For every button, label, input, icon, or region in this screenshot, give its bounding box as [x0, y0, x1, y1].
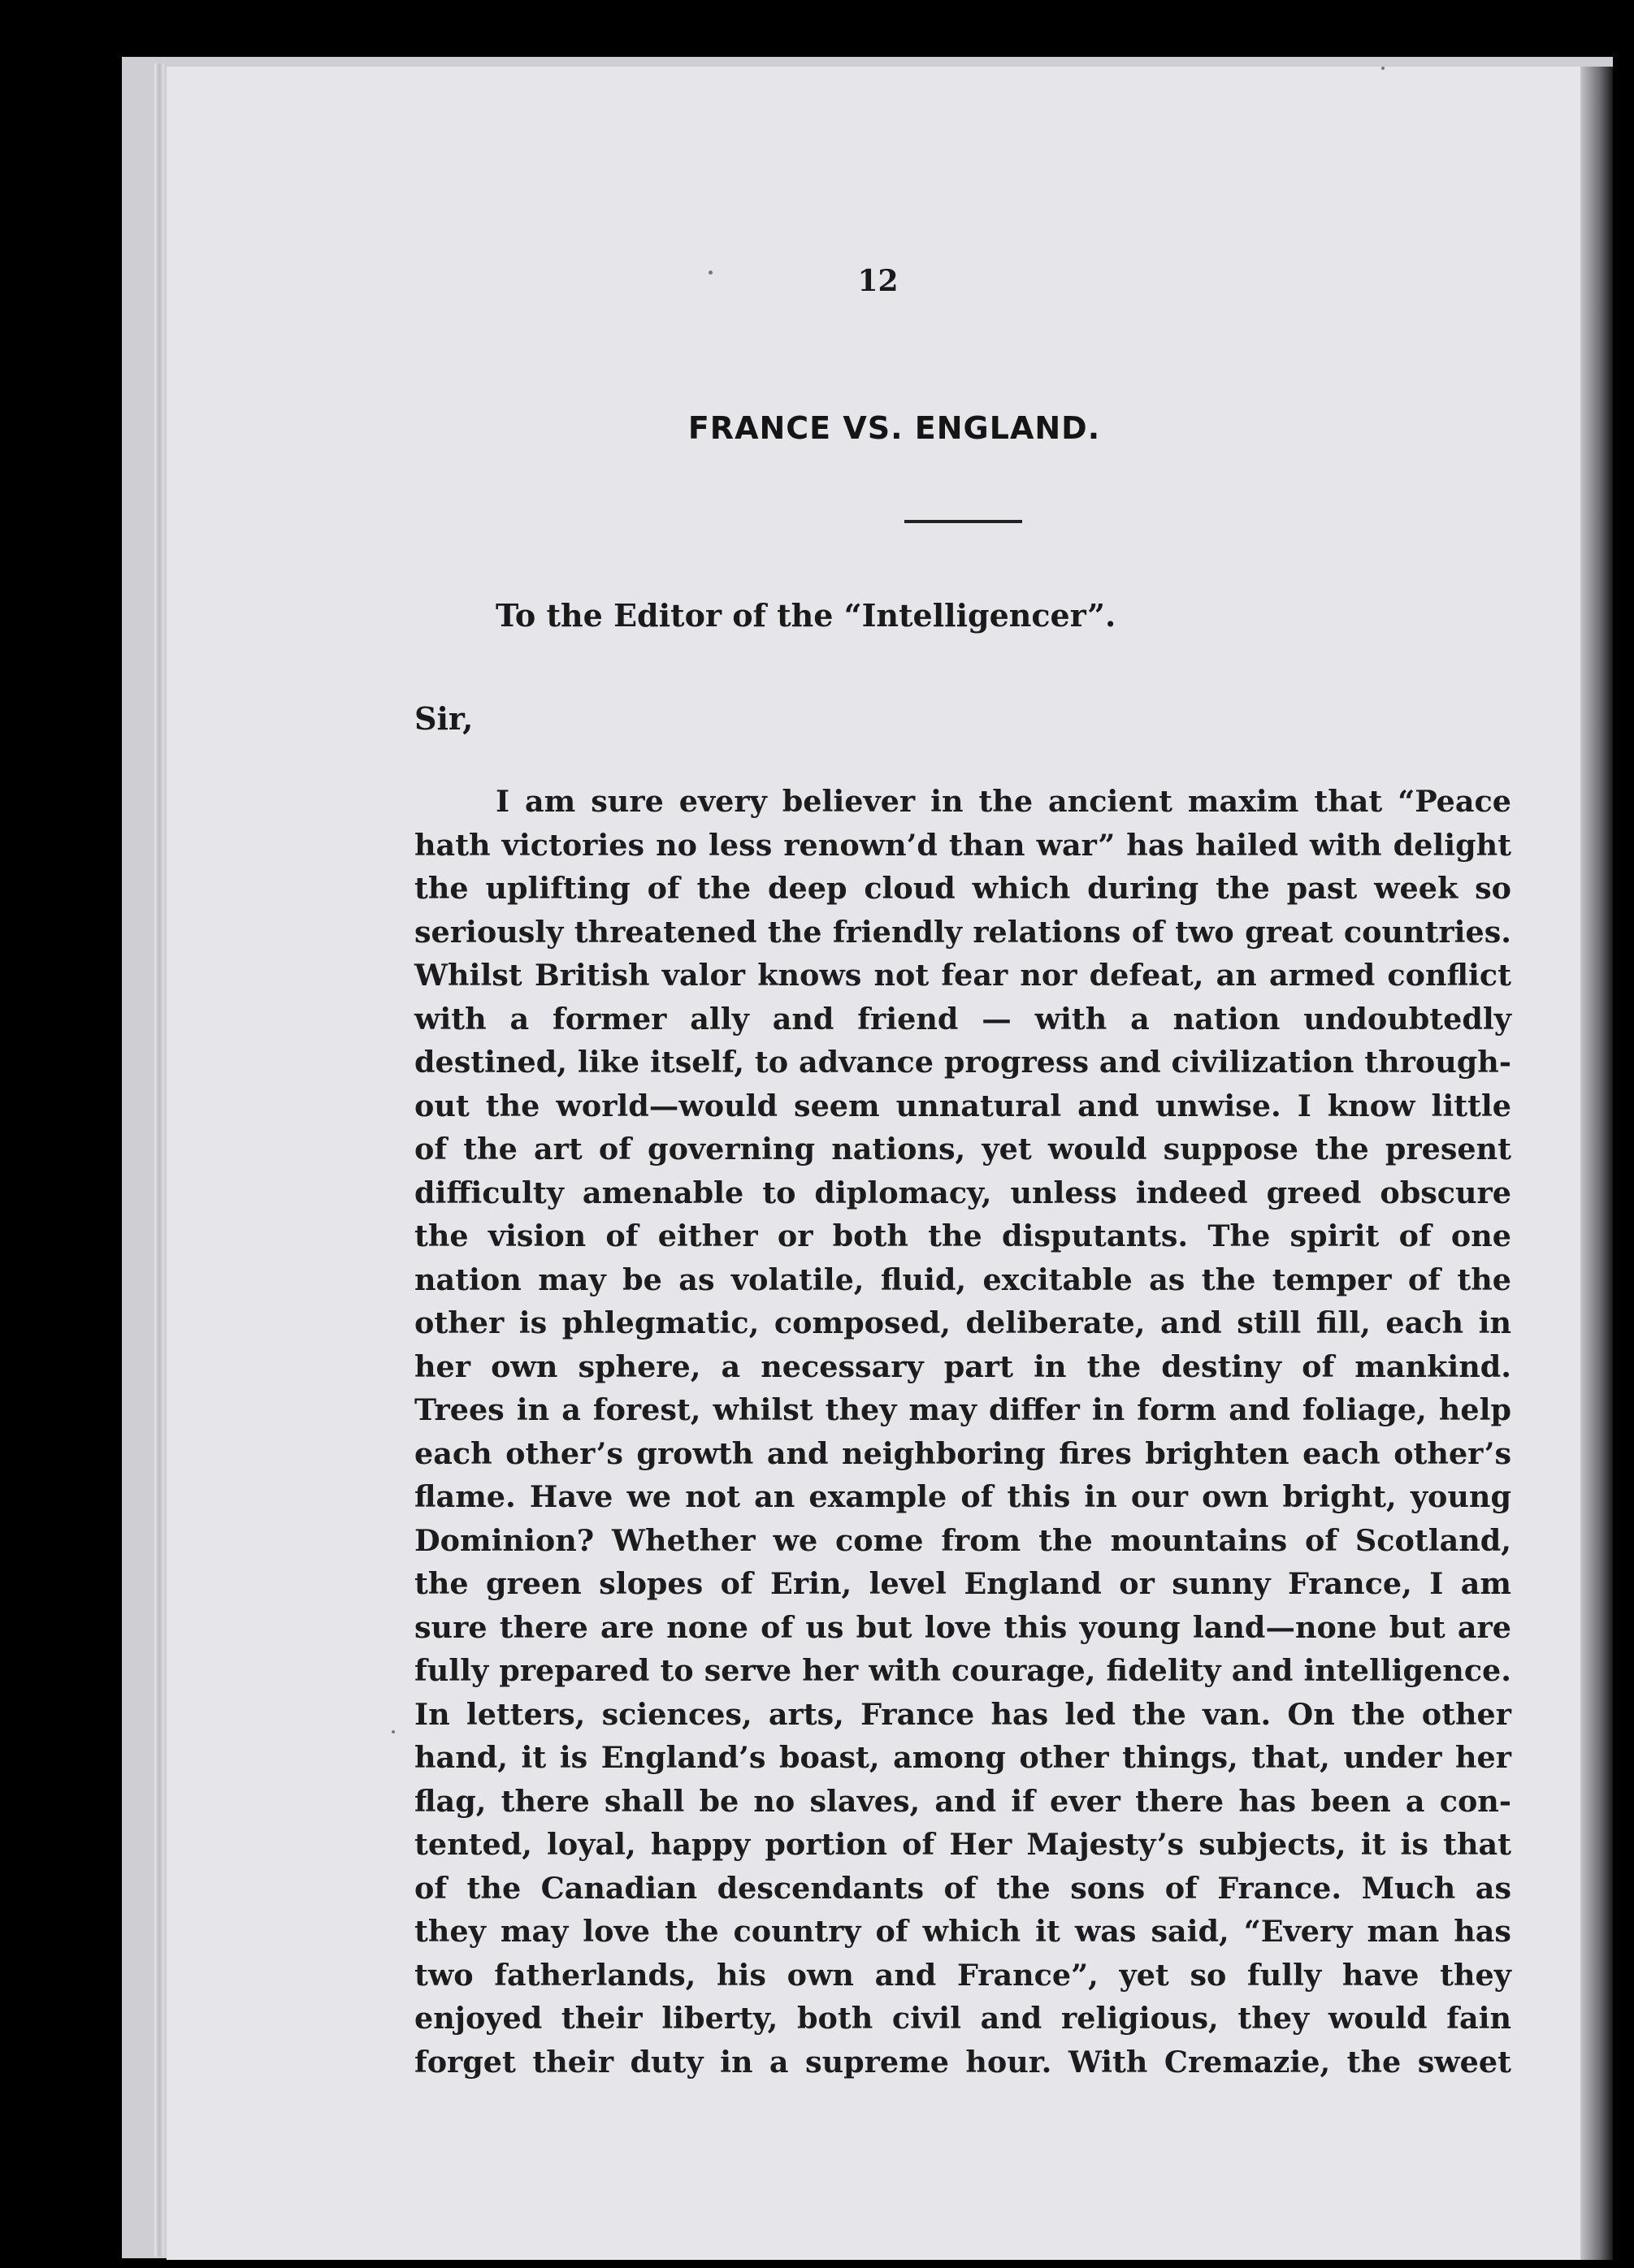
letter-body — [414, 780, 1511, 2084]
title-divider-rule — [904, 520, 1022, 523]
body-line: forget their duty in a supreme hour. With Cremazie, the sweet — [414, 2044, 1511, 2080]
body-line: nation may be as volatile, fluid, excitable as the temper of the — [414, 1262, 1511, 1297]
body-line: I am sure every believer in the ancient maxim that “Peace — [496, 784, 1511, 819]
body-line: difficulty amenable to diplomacy, unless indeed greed obscure — [414, 1175, 1511, 1210]
body-line: sure there are none of us but love this young land—none but are — [414, 1609, 1511, 1645]
body-line: of the art of governing nations, yet would suppose the present — [414, 1132, 1511, 1166]
salutation-greeting: Sir, — [414, 700, 474, 737]
body-line: the uplifting of the deep cloud which during the past week so — [414, 871, 1511, 906]
body-line: hand, it is England’s boast, among other things, that, under her — [414, 1740, 1511, 1775]
body-line: In letters, sciences, arts, France has led the van. On the other — [414, 1696, 1511, 1732]
body-line: flame. Have we not an example of this in our own bright, young — [414, 1479, 1511, 1514]
body-line: they may love the country of which it was said, “Every man has — [414, 1914, 1511, 1949]
body-line: Dominion? Whether we come from the mountains of Scotland, — [414, 1522, 1511, 1558]
body-line: tented, loyal, happy portion of Her Majesty’s subjects, it is that — [414, 1827, 1511, 1862]
body-line: two fatherlands, his own and France”, yet so fully have they — [414, 1957, 1511, 1993]
body-line: out the world—would seem unnatural and unwise. I know little — [414, 1088, 1511, 1123]
body-line: enjoyed their liberty, both civil and religious, they would fain — [414, 2001, 1511, 2036]
body-line: flag, there shall be no slaves, and if ever there has been a con- — [414, 1783, 1511, 1819]
page-stack-edge — [154, 63, 164, 2257]
body-line: the green slopes of Erin, level England or sunny France, I am — [414, 1566, 1511, 1601]
body-line: Whilst British valor knows not fear nor defeat, an armed conflict — [414, 958, 1511, 993]
salutation-addressee: To the Editor of the “Intelligencer”. — [496, 597, 1116, 634]
body-line: other is phlegmatic, composed, deliberate, and still fill, each in — [414, 1305, 1511, 1340]
body-line: the vision of either or both the disputants. The spirit of one — [414, 1218, 1511, 1253]
page-binding-shadow — [1580, 67, 1613, 2260]
body-line: Trees in a forest, whilst they may differ in form and foliage, help — [414, 1392, 1511, 1427]
body-line: her own sphere, a necessary part in the destiny of mankind. — [414, 1348, 1511, 1384]
article-title: FRANCE VS. ENGLAND. — [687, 410, 1101, 446]
body-line: destined, like itself, to advance progress and civilization through- — [414, 1045, 1511, 1080]
body-line: seriously threatened the friendly relations of two great countries. — [414, 914, 1511, 950]
body-line: of the Canadian descendants of the sons of France. Much as — [414, 1870, 1511, 1906]
body-line: with a former ally and friend — with a nation undoubtedly — [414, 1001, 1511, 1037]
body-line: hath victories no less renown’d than war” has hailed with delight — [414, 827, 1511, 863]
body-line: fully prepared to serve her with courage, fidelity and intelligence. — [414, 1653, 1511, 1688]
page-number: 12 — [857, 264, 899, 298]
body-line: each other’s growth and neighboring fires brighten each other’s — [414, 1435, 1511, 1471]
